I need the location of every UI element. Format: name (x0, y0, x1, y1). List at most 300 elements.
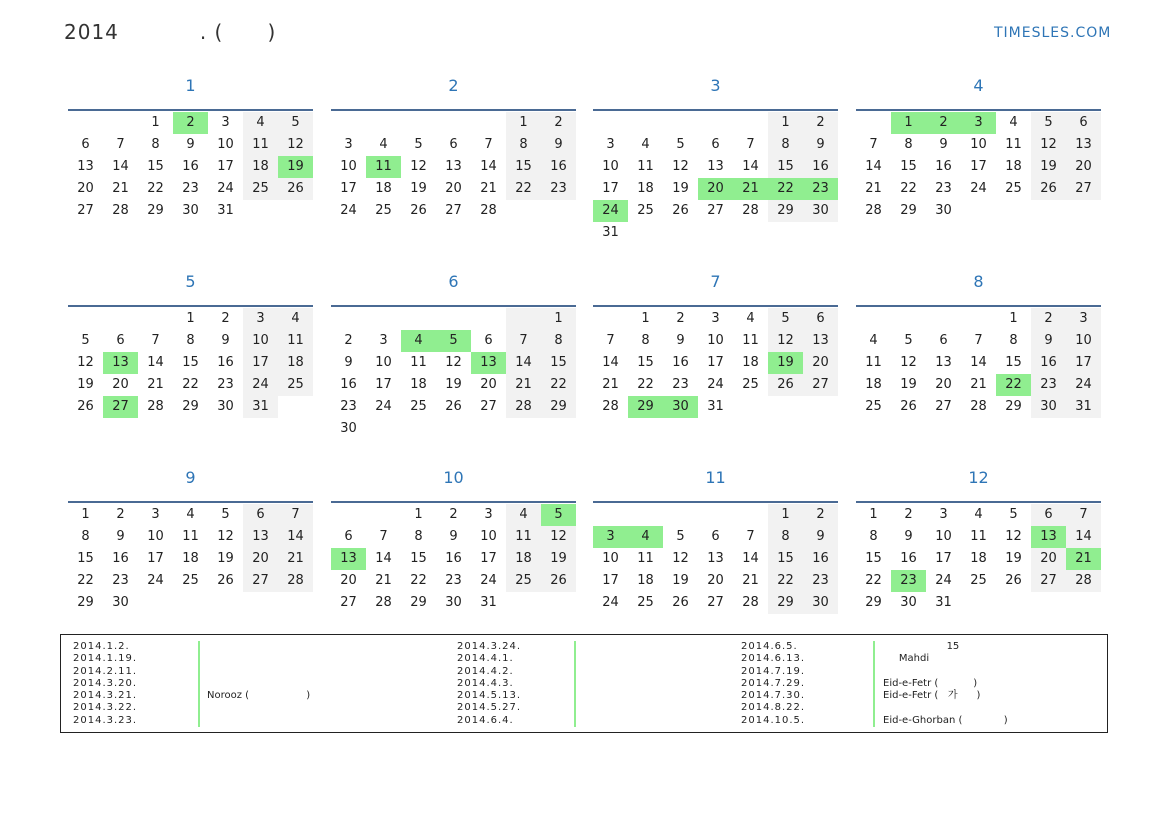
empty-day-cell (541, 200, 576, 222)
day-cell: 26 (541, 570, 576, 592)
month-days-grid (68, 501, 313, 614)
empty-day-cell (401, 418, 436, 440)
day-cell: 19 (217, 551, 234, 566)
day-cell: 6 (344, 529, 353, 544)
day-cell: 10 (707, 333, 724, 348)
day-cell: 17 (243, 352, 278, 374)
holiday-marker (574, 678, 576, 690)
empty-day-cell (593, 504, 628, 526)
day-cell: 28 (970, 399, 987, 414)
day-cell: 29 (865, 595, 882, 610)
day-cell: 22 (541, 374, 576, 396)
month-8 (856, 271, 1101, 418)
month-label: 12 (968, 468, 989, 487)
day-cell: 21 (602, 377, 619, 392)
day-cell: 13 (103, 352, 138, 374)
day-cell: 20 (803, 352, 838, 374)
day-cell: 29 (628, 396, 663, 418)
day-cell: 13 (803, 330, 838, 352)
day-cell: 21 (733, 178, 768, 200)
holiday-date: 2014.5.13. (457, 690, 522, 702)
day-cell: 16 (672, 355, 689, 370)
holiday-date: 2014.1.19. (73, 653, 138, 665)
day-cell: 17 (707, 355, 724, 370)
empty-day-cell (68, 112, 103, 134)
month-label: 11 (705, 468, 726, 487)
day-cell: 1 (768, 504, 803, 526)
holiday-row (741, 690, 1101, 702)
day-cell: 7 (151, 333, 160, 348)
day-cell: 10 (602, 159, 619, 174)
day-cell: 27 (707, 203, 724, 218)
day-cell: 15 (182, 355, 199, 370)
empty-day-cell (803, 222, 838, 244)
site-brand[interactable]: TIMESLES.COM (994, 25, 1112, 41)
day-cell: 26 (278, 178, 313, 200)
day-cell: 3 (711, 311, 720, 326)
day-cell: 4 (186, 507, 195, 522)
day-cell: 24 (602, 595, 619, 610)
holiday-column (741, 641, 1101, 727)
day-cell: 10 (340, 159, 357, 174)
empty-day-cell (138, 592, 173, 614)
day-cell: 9 (116, 529, 125, 544)
empty-day-cell (1031, 200, 1066, 222)
day-cell: 20 (935, 377, 952, 392)
day-cell: 19 (768, 352, 803, 374)
month-days-grid (331, 109, 576, 222)
day-cell: 22 (865, 573, 882, 588)
day-cell: 16 (935, 159, 952, 174)
empty-day-cell (366, 504, 401, 526)
day-cell: 26 (672, 595, 689, 610)
empty-day-cell (961, 592, 996, 614)
day-cell: 29 (77, 595, 94, 610)
empty-day-cell (208, 592, 243, 614)
day-cell: 14 (1066, 526, 1101, 548)
holiday-marker (198, 653, 200, 665)
day-cell: 20 (340, 573, 357, 588)
month-5 (68, 271, 313, 418)
holiday-date: 2014.3.21. (73, 690, 138, 702)
holiday-date: 2014.3.22. (73, 702, 138, 714)
holiday-row (73, 653, 433, 665)
day-cell: 11 (410, 355, 427, 370)
day-cell: 18 (243, 156, 278, 178)
holiday-date: 2014.8.22. (741, 702, 806, 714)
day-cell: 23 (182, 181, 199, 196)
day-cell: 6 (1031, 504, 1066, 526)
day-cell: 30 (803, 592, 838, 614)
day-cell: 25 (865, 399, 882, 414)
day-cell: 24 (375, 399, 392, 414)
day-cell: 25 (506, 570, 541, 592)
month-11 (593, 467, 838, 614)
day-cell: 18 (1005, 159, 1022, 174)
day-cell: 12 (410, 159, 427, 174)
day-cell: 2 (344, 333, 353, 348)
holiday-date: 2014.4.2. (457, 665, 514, 677)
day-cell: 20 (243, 548, 278, 570)
day-cell: 9 (803, 134, 838, 156)
month-2 (331, 75, 576, 222)
day-cell: 5 (221, 507, 230, 522)
day-cell: 27 (445, 203, 462, 218)
day-cell: 20 (112, 377, 129, 392)
empty-day-cell (698, 112, 733, 134)
day-cell: 26 (672, 203, 689, 218)
day-cell: 17 (217, 159, 234, 174)
day-cell: 23 (217, 377, 234, 392)
day-cell: 29 (1005, 399, 1022, 414)
day-cell: 9 (676, 333, 685, 348)
day-cell: 4 (278, 308, 313, 330)
day-cell: 24 (340, 203, 357, 218)
empty-day-cell (103, 308, 138, 330)
day-cell: 5 (541, 504, 576, 526)
day-cell: 12 (672, 551, 689, 566)
holiday-marker (873, 715, 875, 727)
day-cell: 29 (768, 592, 803, 614)
day-cell: 30 (182, 203, 199, 218)
day-cell: 24 (480, 573, 497, 588)
day-cell: 30 (340, 421, 357, 436)
day-cell: 13 (1066, 134, 1101, 156)
empty-day-cell (663, 112, 698, 134)
day-cell: 10 (243, 330, 278, 352)
day-cell: 19 (410, 181, 427, 196)
empty-day-cell (331, 112, 366, 134)
day-cell: 25 (410, 399, 427, 414)
month-10 (331, 467, 576, 614)
empty-day-cell (436, 112, 471, 134)
holiday-name: Norooz ( ) (207, 690, 311, 702)
month-days-grid (593, 305, 838, 418)
day-cell: 18 (742, 355, 759, 370)
day-cell: 16 (445, 551, 462, 566)
month-1 (68, 75, 313, 222)
holiday-name: Eid-e-Fetr ( ) (883, 677, 978, 689)
day-cell: 28 (742, 203, 759, 218)
empty-day-cell (628, 222, 663, 244)
empty-day-cell (401, 112, 436, 134)
day-cell: 28 (602, 399, 619, 414)
day-cell: 24 (593, 200, 628, 222)
day-cell: 8 (641, 333, 650, 348)
holiday-date: 2014.10.5. (741, 714, 806, 726)
day-cell: 15 (1005, 355, 1022, 370)
day-cell: 2 (803, 112, 838, 134)
holiday-marker (198, 678, 200, 690)
day-cell: 22 (506, 178, 541, 200)
holiday-marker (873, 653, 875, 665)
day-cell: 31 (243, 396, 278, 418)
empty-day-cell (961, 308, 996, 330)
day-cell: 18 (278, 352, 313, 374)
empty-day-cell (768, 396, 803, 418)
empty-day-cell (733, 112, 768, 134)
empty-day-cell (243, 200, 278, 222)
day-cell: 28 (865, 203, 882, 218)
day-cell: 20 (698, 178, 733, 200)
day-cell: 7 (506, 330, 541, 352)
day-cell: 9 (541, 134, 576, 156)
day-cell: 5 (676, 529, 685, 544)
day-cell: 22 (996, 374, 1031, 396)
day-cell: 2 (221, 311, 230, 326)
day-cell: 14 (970, 355, 987, 370)
day-cell: 1 (506, 112, 541, 134)
day-cell: 25 (182, 573, 199, 588)
day-cell: 9 (221, 333, 230, 348)
holiday-marker (574, 666, 576, 678)
empty-day-cell (506, 418, 541, 440)
day-cell: 21 (865, 181, 882, 196)
day-cell: 14 (112, 159, 129, 174)
holiday-row (741, 653, 1101, 665)
holiday-date: 2014.1.2. (73, 641, 130, 652)
day-cell: 16 (803, 156, 838, 178)
empty-day-cell (1031, 592, 1066, 614)
day-cell: 7 (974, 333, 983, 348)
day-cell: 16 (1031, 352, 1066, 374)
empty-day-cell (628, 112, 663, 134)
day-cell: 29 (147, 203, 164, 218)
day-cell: 7 (1066, 504, 1101, 526)
holiday-row (741, 702, 1101, 714)
day-cell: 27 (103, 396, 138, 418)
day-cell: 5 (904, 333, 913, 348)
day-cell: 23 (340, 399, 357, 414)
day-cell: 20 (1031, 548, 1066, 570)
day-cell: 31 (217, 203, 234, 218)
day-cell: 13 (707, 551, 724, 566)
day-cell: 14 (865, 159, 882, 174)
day-cell: 27 (1066, 178, 1101, 200)
day-cell: 8 (81, 529, 90, 544)
day-cell: 3 (606, 137, 615, 152)
day-cell: 1 (641, 311, 650, 326)
day-cell: 11 (970, 529, 987, 544)
month-label: 3 (710, 76, 721, 95)
empty-day-cell (803, 396, 838, 418)
day-cell: 10 (480, 529, 497, 544)
holiday-row (73, 690, 433, 702)
day-cell: 11 (742, 333, 759, 348)
day-cell: 17 (340, 181, 357, 196)
holiday-marker (198, 702, 200, 714)
empty-day-cell (593, 308, 628, 330)
day-cell: 27 (243, 570, 278, 592)
day-cell: 5 (1031, 112, 1066, 134)
day-cell: 2 (1031, 308, 1066, 330)
empty-day-cell (1066, 200, 1101, 222)
day-cell: 31 (602, 225, 619, 240)
day-cell: 19 (672, 181, 689, 196)
day-cell: 13 (77, 159, 94, 174)
month-label: 2 (448, 76, 459, 95)
month-4 (856, 75, 1101, 222)
day-cell: 5 (676, 137, 685, 152)
day-cell: 6 (711, 529, 720, 544)
empty-day-cell (366, 308, 401, 330)
holiday-date: 2014.7.30. (741, 690, 806, 702)
day-cell: 20 (707, 573, 724, 588)
day-cell: 27 (480, 399, 497, 414)
day-cell: 15 (77, 551, 94, 566)
month-7 (593, 271, 838, 418)
month-days-grid (593, 501, 838, 614)
day-cell: 13 (935, 355, 952, 370)
day-cell: 8 (869, 529, 878, 544)
holiday-date: 2014.2.11. (73, 665, 138, 677)
day-cell: 11 (506, 526, 541, 548)
day-cell: 1 (414, 507, 423, 522)
day-cell: 22 (182, 377, 199, 392)
month-days-grid (68, 305, 313, 418)
day-cell: 7 (746, 529, 755, 544)
day-cell: 16 (900, 551, 917, 566)
empty-day-cell (436, 308, 471, 330)
day-cell: 11 (366, 156, 401, 178)
day-cell: 30 (900, 595, 917, 610)
day-cell: 29 (768, 200, 803, 222)
empty-day-cell (628, 504, 663, 526)
day-cell: 12 (1005, 529, 1022, 544)
day-cell: 2 (904, 507, 913, 522)
day-cell: 10 (602, 551, 619, 566)
holiday-date: 2014.7.19. (741, 665, 806, 677)
day-cell: 6 (81, 137, 90, 152)
day-cell: 15 (768, 156, 803, 178)
day-cell: 7 (278, 504, 313, 526)
empty-day-cell (243, 592, 278, 614)
holiday-marker (873, 702, 875, 714)
day-cell: 25 (278, 374, 313, 396)
holiday-name: Eid-e-Ghorban ( ) (883, 714, 1008, 726)
holiday-marker (574, 702, 576, 714)
day-cell: 3 (243, 308, 278, 330)
day-cell: 12 (541, 526, 576, 548)
day-cell: 2 (676, 311, 685, 326)
day-cell: 15 (900, 159, 917, 174)
day-cell: 17 (1066, 352, 1101, 374)
day-cell: 12 (77, 355, 94, 370)
empty-day-cell (278, 592, 313, 614)
holiday-marker (873, 641, 875, 653)
day-cell: 1 (891, 112, 926, 134)
holiday-name: 15 (883, 641, 960, 652)
day-cell: 16 (340, 377, 357, 392)
day-cell: 1 (186, 311, 195, 326)
empty-day-cell (366, 418, 401, 440)
day-cell: 2 (449, 507, 458, 522)
day-cell: 19 (672, 573, 689, 588)
day-cell: 16 (217, 355, 234, 370)
month-days-grid (856, 305, 1101, 418)
day-cell: 19 (278, 156, 313, 178)
day-cell: 6 (803, 308, 838, 330)
day-cell: 14 (147, 355, 164, 370)
empty-day-cell (891, 308, 926, 330)
day-cell: 14 (506, 352, 541, 374)
month-6 (331, 271, 576, 440)
day-cell: 17 (935, 551, 952, 566)
day-cell: 1 (768, 112, 803, 134)
day-cell: 14 (742, 551, 759, 566)
day-cell: 20 (1066, 156, 1101, 178)
month-9 (68, 467, 313, 614)
day-cell: 19 (900, 377, 917, 392)
day-cell: 27 (803, 374, 838, 396)
day-cell: 12 (445, 355, 462, 370)
day-cell: 17 (147, 551, 164, 566)
month-label: 10 (443, 468, 464, 487)
day-cell: 29 (182, 399, 199, 414)
day-cell: 10 (147, 529, 164, 544)
day-cell: 19 (77, 377, 94, 392)
holiday-date: 2014.3.20. (73, 677, 138, 689)
day-cell: 5 (768, 308, 803, 330)
day-cell: 3 (151, 507, 160, 522)
day-cell: 28 (480, 203, 497, 218)
day-cell: 15 (637, 355, 654, 370)
day-cell: 20 (480, 377, 497, 392)
day-cell: 13 (471, 352, 506, 374)
holiday-row (73, 715, 433, 727)
day-cell: 6 (711, 137, 720, 152)
month-label: 1 (185, 76, 196, 95)
day-cell: 22 (147, 181, 164, 196)
holiday-marker (198, 666, 200, 678)
day-cell: 3 (484, 507, 493, 522)
holiday-row (73, 678, 433, 690)
day-cell: 11 (865, 355, 882, 370)
holiday-column (73, 641, 433, 727)
day-cell: 8 (186, 333, 195, 348)
day-cell: 18 (970, 551, 987, 566)
day-cell: 21 (506, 374, 541, 396)
day-cell: 24 (707, 377, 724, 392)
day-cell: 18 (375, 181, 392, 196)
day-cell: 7 (869, 137, 878, 152)
day-cell: 15 (147, 159, 164, 174)
month-label: 8 (973, 272, 984, 291)
holiday-marker (198, 641, 200, 653)
holiday-name: Eid-e-Fetr ( 가 ) (883, 690, 981, 702)
holiday-row (73, 641, 433, 653)
month-label: 7 (710, 272, 721, 291)
day-cell: 26 (1031, 178, 1066, 200)
month-12 (856, 467, 1101, 614)
day-cell: 18 (637, 573, 654, 588)
day-cell: 28 (278, 570, 313, 592)
day-cell: 7 (484, 137, 493, 152)
day-cell: 29 (900, 203, 917, 218)
day-cell: 22 (410, 573, 427, 588)
day-cell: 2 (926, 112, 961, 134)
empty-day-cell (68, 308, 103, 330)
holiday-list (60, 634, 1108, 733)
day-cell: 15 (541, 352, 576, 374)
day-cell: 15 (506, 156, 541, 178)
day-cell: 8 (541, 330, 576, 352)
day-cell: 4 (869, 333, 878, 348)
holiday-date: 2014.3.23. (73, 714, 138, 726)
day-cell: 8 (768, 526, 803, 548)
day-cell: 10 (935, 529, 952, 544)
holiday-marker (198, 690, 200, 702)
